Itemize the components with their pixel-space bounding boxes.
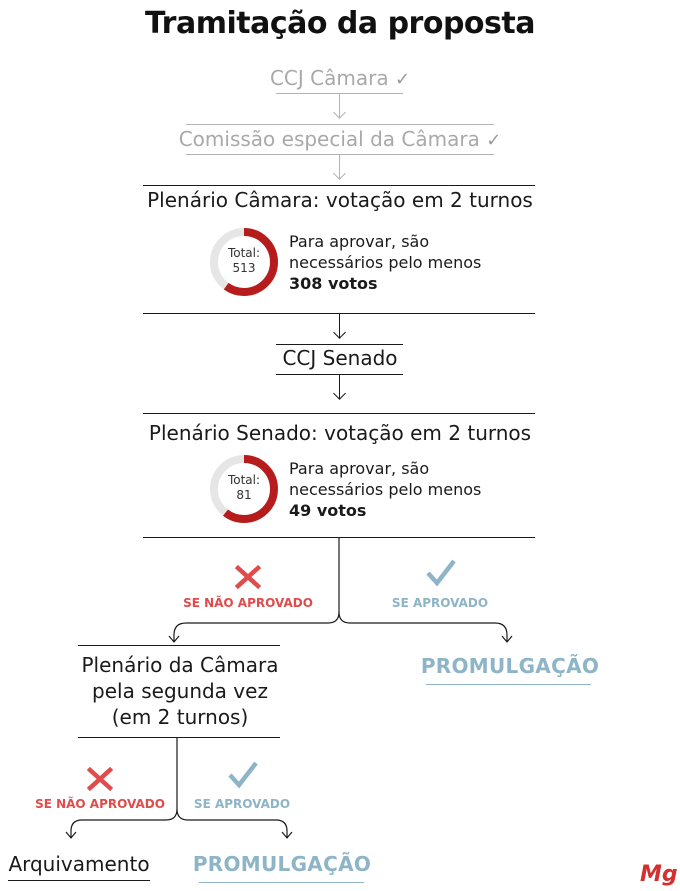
arrow-down-icon xyxy=(333,167,346,180)
divider xyxy=(276,344,403,345)
vote-text-line: Para aprovar, são xyxy=(289,232,430,251)
underline xyxy=(199,882,364,883)
donut-total-camara xyxy=(222,246,266,276)
branch-2-not-approved: SE NÃO APROVADO xyxy=(35,797,165,811)
donut-total-label: Total: xyxy=(227,246,261,260)
step-comissao-label: Comissão especial da Câmara xyxy=(178,127,480,151)
underline xyxy=(8,880,150,881)
step-plenario-camara: Plenário Câmara: votação em 2 turnos xyxy=(147,188,533,212)
step-ccj-senado: CCJ Senado xyxy=(282,346,398,370)
promulgacao-2: PROMULGAÇÃO xyxy=(192,852,372,876)
brand-logo: Mg xyxy=(640,862,678,887)
vote-text-line: Para aprovar, são xyxy=(289,459,430,478)
branch-1-approved: SE APROVADO xyxy=(391,596,489,610)
promulgacao-1: PROMULGAÇÃO xyxy=(420,654,600,678)
check-icon: ✓ xyxy=(486,130,502,151)
donut-total-value: 513 xyxy=(232,261,256,275)
underline xyxy=(186,154,494,155)
vote-text-line: necessários pelo menos xyxy=(289,253,482,272)
senado-vote-text xyxy=(289,458,481,521)
branch-2-connector xyxy=(0,737,680,847)
close-x-icon xyxy=(87,767,113,791)
branch-2-approved: SE APROVADO xyxy=(193,797,291,811)
divider xyxy=(186,124,494,125)
underline xyxy=(426,684,591,685)
divider xyxy=(143,413,535,414)
close-x-icon xyxy=(235,565,261,589)
arrow-down-icon xyxy=(333,326,346,339)
divider xyxy=(143,185,535,186)
check-icon: ✓ xyxy=(394,69,411,90)
step-second-vote xyxy=(60,652,300,730)
step-ccj-camara-label: CCJ Câmara xyxy=(269,66,389,90)
donut-total-value: 81 xyxy=(236,488,252,502)
camara-vote-text xyxy=(289,231,481,294)
second-vote-line: Plenário da Câmara xyxy=(81,653,279,677)
vote-required: 308 votos xyxy=(289,274,378,293)
step-comissao-especial xyxy=(160,127,520,151)
second-vote-line: pela segunda vez xyxy=(92,679,268,703)
arrow-down-icon xyxy=(333,387,346,400)
branch-1-not-approved: SE NÃO APROVADO xyxy=(183,596,313,610)
page-title: Tramitação da proposta xyxy=(145,6,535,41)
second-vote-line: (em 2 turnos) xyxy=(111,705,249,729)
step-ccj-camara xyxy=(240,66,440,90)
check-icon xyxy=(425,558,457,588)
divider xyxy=(78,645,280,646)
vote-text-line: necessários pelo menos xyxy=(289,480,482,499)
branch-1-connector xyxy=(0,537,680,647)
arrow-down-icon xyxy=(333,106,346,119)
vote-required: 49 votos xyxy=(289,501,367,520)
donut-total-senado xyxy=(222,473,266,503)
check-icon xyxy=(227,760,259,790)
step-plenario-senado: Plenário Senado: votação em 2 turnos xyxy=(148,421,532,445)
donut-total-label: Total: xyxy=(227,473,261,487)
arquivamento: Arquivamento xyxy=(8,852,150,876)
